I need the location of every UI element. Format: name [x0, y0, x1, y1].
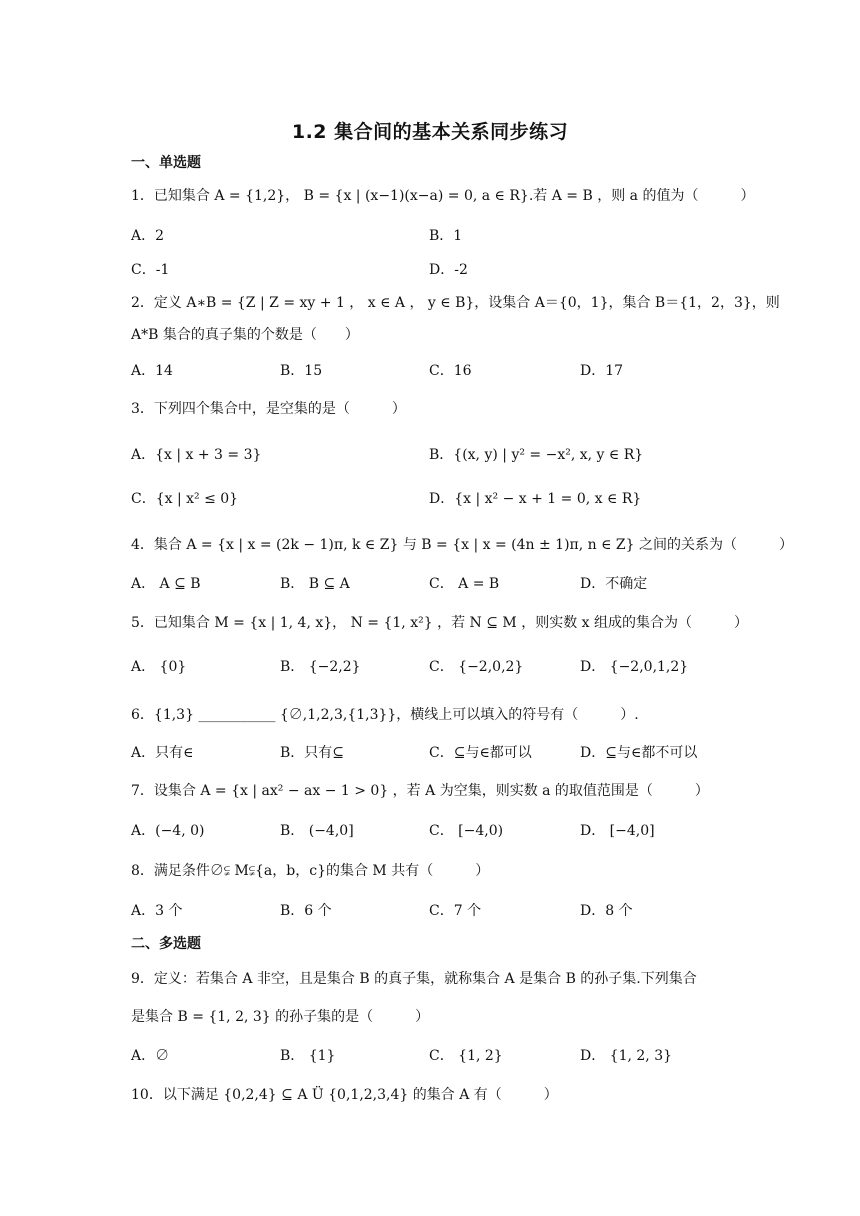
question-8-option-a: A．3 个: [131, 903, 183, 919]
question-9-option-a: A．∅: [131, 1048, 170, 1064]
question-5-option-b: B． {−2,2}: [280, 659, 361, 675]
question-3-option-b: B．{(x, y) | y² = −x², x, y ∈ R}: [429, 447, 644, 463]
question-9-option-d: D． {1, 2, 3}: [580, 1048, 673, 1064]
section-heading-multi-choice: 二、多选题: [131, 936, 201, 952]
question-8-option-d: D．8 个: [580, 903, 633, 919]
question-2-stem-line2: A*B 集合的真子集的个数是（ ）: [131, 327, 359, 343]
question-2-option-b: B．15: [280, 363, 323, 379]
question-10-stem: 10．以下满足 {0,2,4} ⊆ A Ü {0,1,2,3,4} 的集合 A 有（ ）: [131, 1087, 558, 1103]
question-7-option-c: C． [−4,0): [429, 823, 504, 839]
question-8-option-b: B．6 个: [280, 903, 332, 919]
question-3-stem: 3．下列四个集合中，是空集的是（ ）: [131, 401, 406, 417]
question-1-stem: 1．已知集合 A = {1,2}， B = {x | (x−1)(x−a) = 0, a ∈ R}.若 A = B ，则 a 的值为（ ）: [131, 188, 755, 204]
question-7-option-b: B． (−4,0]: [280, 823, 354, 839]
page-title: 1.2 集合间的基本关系同步练习: [291, 121, 569, 143]
question-9-option-c: C． {1, 2}: [429, 1048, 503, 1064]
question-9-option-b: B． {1}: [280, 1048, 336, 1064]
question-7-option-d: D． [−4,0]: [580, 823, 655, 839]
question-2-stem-line1: 2．定义 A∗B = {Z | Z = xy + 1 ， x ∈ A ， y ∈ B}，设集合 A＝{0，1}，集合 B＝{1，2，3}，则: [131, 295, 780, 311]
question-4-option-d: D．不确定: [580, 576, 648, 592]
section-heading-single-choice: 一、单选题: [131, 155, 201, 171]
question-1-option-a: A．2: [131, 228, 165, 244]
question-4-stem: 4．集合 A = {x | x = (2k − 1)π, k ∈ Z} 与 B = {x | x = (4n ± 1)π, n ∈ Z} 之间的关系为（ ）: [131, 537, 793, 553]
question-6-option-a: A．只有∈: [131, 745, 194, 761]
question-1-option-d: D．-2: [429, 262, 468, 278]
question-1-option-b: B．1: [429, 228, 463, 244]
question-6-option-c: C．⊆与∈都可以: [429, 745, 532, 761]
question-3-option-a: A．{x | x + 3 = 3}: [131, 447, 262, 463]
question-9-stem-line2: 是集合 B = {1, 2, 3} 的孙子集的是（ ）: [131, 1009, 430, 1025]
question-8-stem: 8．满足条件∅⫋ M⫋{a，b，c}的集合 M 共有（ ）: [131, 863, 490, 879]
question-9-stem-line1: 9．定义：若集合 A 非空，且是集合 B 的真子集，就称集合 A 是集合 B 的孙子集.下列集合: [131, 971, 697, 987]
question-6-option-d: D．⊆与∈都不可以: [580, 745, 698, 761]
question-3-option-c: C．{x | x² ≤ 0}: [131, 491, 239, 507]
question-2-option-a: A．14: [131, 363, 173, 379]
question-5-option-c: C． {−2,0,2}: [429, 659, 524, 675]
question-8-option-c: C．7 个: [429, 903, 482, 919]
question-3-option-d: D．{x | x² − x + 1 = 0, x ∈ R}: [429, 491, 642, 507]
question-6-stem: 6．{1,3} ___________ {∅,1,2,3,{1,3}}，横线上可以填入的符号有（ ）.: [131, 707, 639, 723]
question-7-option-a: A．(−4, 0): [131, 823, 205, 839]
question-4-option-c: C． A = B: [429, 576, 500, 592]
question-1-option-c: C．-1: [131, 262, 170, 278]
question-7-stem: 7．设集合 A = {x | ax² − ax − 1 > 0} ，若 A 为空集，则实数 a 的取值范围是（ ）: [131, 783, 709, 799]
question-6-option-b: B．只有⊆: [280, 745, 345, 761]
question-4-option-b: B． B ⊆ A: [280, 576, 350, 592]
question-5-option-d: D． {−2,0,1,2}: [580, 659, 689, 675]
question-2-option-c: C．16: [429, 363, 472, 379]
question-2-option-d: D．17: [580, 363, 624, 379]
question-5-option-a: A． {0}: [131, 659, 187, 675]
question-5-stem: 5．已知集合 M = {x | 1, 4, x}， N = {1, x²} ，若 N ⊆ M ，则实数 x 组成的集合为（ ）: [131, 615, 748, 631]
question-4-option-a: A． A ⊆ B: [131, 576, 201, 592]
